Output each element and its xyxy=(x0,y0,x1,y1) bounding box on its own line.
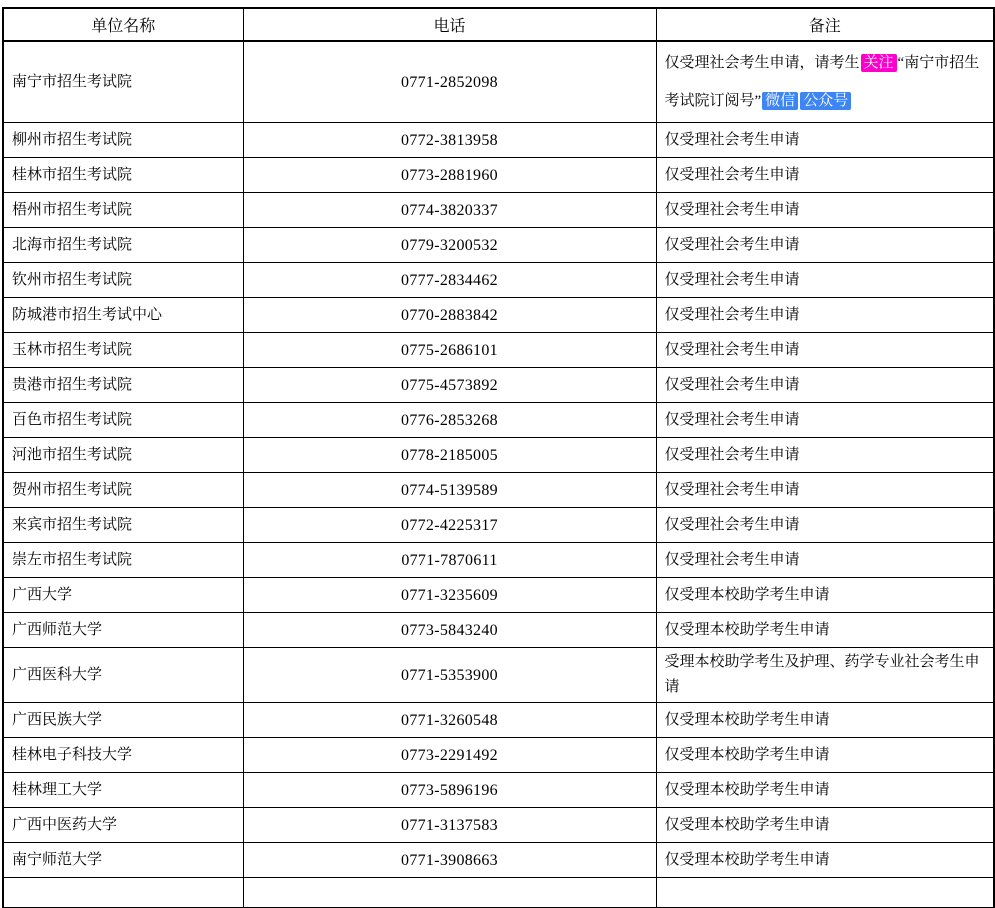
phone-cell: 0777-2834462 xyxy=(243,263,656,298)
keyword-highlight-blue: 微信 xyxy=(762,92,798,110)
unit-name-cell xyxy=(3,878,243,908)
unit-name-cell: 百色市招生考试院 xyxy=(3,403,243,438)
contact-table xyxy=(2,7,995,908)
table-row xyxy=(3,738,994,773)
phone-cell: 0775-2686101 xyxy=(243,333,656,368)
phone-cell: 0776-2853268 xyxy=(243,403,656,438)
unit-name-cell: 桂林理工大学 xyxy=(3,773,243,808)
unit-name-cell: 崇左市招生考试院 xyxy=(3,543,243,578)
unit-name-cell: 南宁师范大学 xyxy=(3,843,243,878)
phone-cell: 0771-3908663 xyxy=(243,843,656,878)
remark-cell: 仅受理本校助学考生申请 xyxy=(656,703,994,738)
remark-cell: 仅受理社会考生申请 xyxy=(656,228,994,263)
phone-cell: 0771-3260548 xyxy=(243,703,656,738)
unit-name-cell: 北海市招生考试院 xyxy=(3,228,243,263)
unit-name-cell: 贵港市招生考试院 xyxy=(3,368,243,403)
unit-name-cell: 桂林市招生考试院 xyxy=(3,158,243,193)
phone-cell: 0778-2185005 xyxy=(243,438,656,473)
remark-cell: 受理本校助学考生及护理、药学专业社会考生申请 xyxy=(656,648,994,703)
header-unit-name: 单位名称 xyxy=(3,8,243,41)
table-row xyxy=(3,773,994,808)
table-row xyxy=(3,228,994,263)
phone-cell: 0774-3820337 xyxy=(243,193,656,228)
table-row xyxy=(3,41,994,123)
keyword-highlight-magenta: 关注 xyxy=(861,54,897,72)
phone-cell: 0771-3137583 xyxy=(243,808,656,843)
remark-cell: 仅受理本校助学考生申请 xyxy=(656,613,994,648)
phone-cell: 0772-3813958 xyxy=(243,123,656,158)
table-row xyxy=(3,438,994,473)
remark-cell: 仅受理社会考生申请 xyxy=(656,473,994,508)
remark-cell: 仅受理本校助学考生申请 xyxy=(656,843,994,878)
remark-cell: 仅受理社会考生申请 xyxy=(656,508,994,543)
unit-name-cell: 柳州市招生考试院 xyxy=(3,123,243,158)
remark-cell: 仅受理社会考生申请 xyxy=(656,123,994,158)
remark-cell: 仅受理社会考生申请 xyxy=(656,543,994,578)
remark-cell: 仅受理本校助学考生申请 xyxy=(656,738,994,773)
unit-name-cell: 广西师范大学 xyxy=(3,613,243,648)
phone-cell: 0775-4573892 xyxy=(243,368,656,403)
table-row xyxy=(3,158,994,193)
table-row xyxy=(3,543,994,578)
remark-cell: 仅受理社会考生申请 xyxy=(656,193,994,228)
unit-name-cell: 钦州市招生考试院 xyxy=(3,263,243,298)
phone-cell: 0771-5353900 xyxy=(243,648,656,703)
remark-cell xyxy=(656,878,994,908)
remark-cell: 仅受理社会考生申请 xyxy=(656,368,994,403)
phone-cell: 0771-2852098 xyxy=(243,41,656,123)
remark-text: 仅受理社会考生申请，请考生 xyxy=(664,55,860,71)
table-row xyxy=(3,403,994,438)
table-row xyxy=(3,333,994,368)
partial-row xyxy=(3,878,994,908)
table-row xyxy=(3,193,994,228)
unit-name-cell: 贺州市招生考试院 xyxy=(3,473,243,508)
remark-cell: 仅受理社会考生申请 xyxy=(656,333,994,368)
remark-cell xyxy=(656,41,994,123)
table-row xyxy=(3,473,994,508)
unit-name-cell: 梧州市招生考试院 xyxy=(3,193,243,228)
remark-cell: 仅受理本校助学考生申请 xyxy=(656,808,994,843)
remark-cell: 仅受理本校助学考生申请 xyxy=(656,773,994,808)
unit-name-cell: 防城港市招生考试中心 xyxy=(3,298,243,333)
phone-cell: 0779-3200532 xyxy=(243,228,656,263)
phone-cell: 0771-3235609 xyxy=(243,578,656,613)
phone-cell: 0774-5139589 xyxy=(243,473,656,508)
remark-cell: 仅受理社会考生申请 xyxy=(656,263,994,298)
unit-name-cell: 广西民族大学 xyxy=(3,703,243,738)
phone-cell: 0771-7870611 xyxy=(243,543,656,578)
unit-name-cell: 广西大学 xyxy=(3,578,243,613)
table-row xyxy=(3,368,994,403)
phone-cell: 0772-4225317 xyxy=(243,508,656,543)
header-remark: 备注 xyxy=(656,8,994,41)
table-row xyxy=(3,298,994,333)
table-row xyxy=(3,508,994,543)
phone-cell: 0773-5843240 xyxy=(243,613,656,648)
remark-cell: 仅受理社会考生申请 xyxy=(656,438,994,473)
phone-cell: 0773-2881960 xyxy=(243,158,656,193)
unit-name-cell: 来宾市招生考试院 xyxy=(3,508,243,543)
remark-text: “南宁市招生考试院订阅号” xyxy=(664,55,980,109)
remark-cell: 仅受理社会考生申请 xyxy=(656,403,994,438)
header-phone: 电话 xyxy=(243,8,656,41)
table-row xyxy=(3,843,994,878)
remark-cell: 仅受理本校助学考生申请 xyxy=(656,578,994,613)
unit-name-cell: 南宁市招生考试院 xyxy=(3,41,243,123)
table-row xyxy=(3,263,994,298)
table-row xyxy=(3,648,994,703)
remark-cell: 仅受理社会考生申请 xyxy=(656,298,994,333)
phone-cell: 0773-5896196 xyxy=(243,773,656,808)
table-row xyxy=(3,703,994,738)
unit-name-cell: 河池市招生考试院 xyxy=(3,438,243,473)
unit-name-cell: 桂林电子科技大学 xyxy=(3,738,243,773)
keyword-highlight-blue: 公众号 xyxy=(800,92,851,110)
table-row xyxy=(3,613,994,648)
table-row xyxy=(3,808,994,843)
phone-cell: 0770-2883842 xyxy=(243,298,656,333)
table-header-row xyxy=(3,8,994,41)
phone-cell xyxy=(243,878,656,908)
table-row xyxy=(3,578,994,613)
unit-name-cell: 广西中医药大学 xyxy=(3,808,243,843)
table-row xyxy=(3,123,994,158)
remark-cell: 仅受理社会考生申请 xyxy=(656,158,994,193)
unit-name-cell: 玉林市招生考试院 xyxy=(3,333,243,368)
unit-name-cell: 广西医科大学 xyxy=(3,648,243,703)
phone-cell: 0773-2291492 xyxy=(243,738,656,773)
